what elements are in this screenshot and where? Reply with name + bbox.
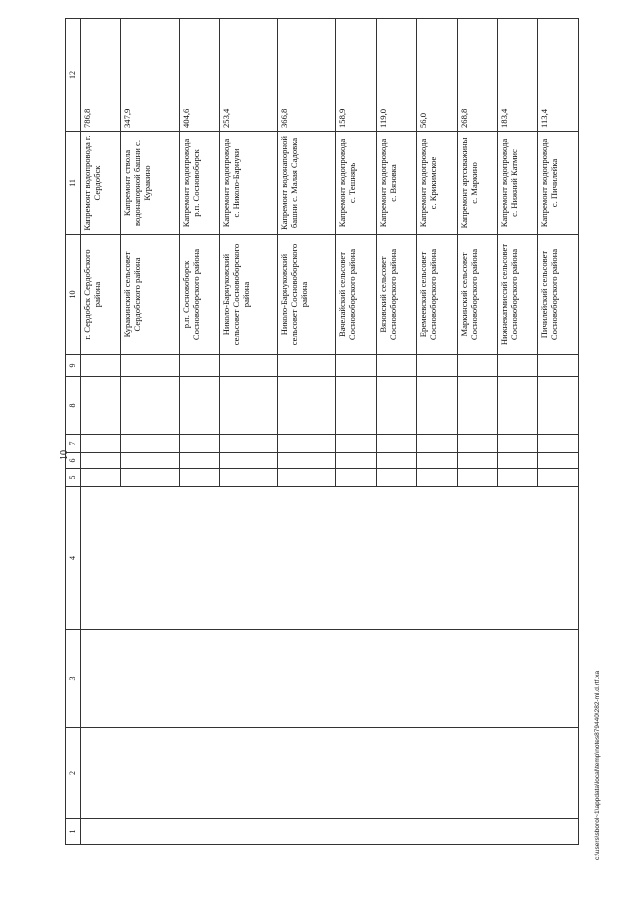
municipality-cell: Маркинский сельсовет Сосновоборского района [457,235,497,355]
empty-cell [81,377,121,435]
empty-cell [538,469,579,487]
column-number: 2 [66,728,81,819]
empty-cell [498,469,538,487]
municipality-cell: Николо-Барнуковский сельсовет Сосновоборского района [278,235,336,355]
empty-cell [498,355,538,377]
empty-cell [336,435,376,453]
work-description-cell: Капремонт водопровода с. Вязовка [376,132,416,235]
column-number: 6 [66,453,81,469]
empty-cell [538,435,579,453]
column-number: 12 [66,19,81,132]
empty-cell [336,355,376,377]
column-number: 1 [66,819,81,845]
amount-cell: 56,0 [417,19,457,132]
empty-cell [376,377,416,435]
empty-cell [336,377,376,435]
empty-cell [376,469,416,487]
amount-cell: 183,4 [498,19,538,132]
empty-cell [417,377,457,435]
municipality-cell: Пичилейский сельсовет Сосновоборского района [538,235,579,355]
column-number: 11 [66,132,81,235]
empty-cell [457,435,497,453]
empty-cell [278,377,336,435]
empty-cell [121,469,179,487]
column-number: 3 [66,630,81,728]
empty-cell [417,355,457,377]
empty-cell [538,355,579,377]
empty-cell [81,435,121,453]
work-description-cell: Капремонт водонапорной башни с. Малая Садовка [278,132,336,235]
amount-cell: 347,9 [121,19,179,132]
municipality-cell: Николо-Барнуковский сельсовет Сосновоборского района [220,235,278,355]
empty-cell [376,355,416,377]
empty-cell [121,355,179,377]
empty-cell [220,435,278,453]
municipality-cell: р.п. Сосновоборск Сосновоборского района [179,235,219,355]
empty-cell [81,819,579,845]
work-description-cell: Капремонт водопровода р.п. Сосновоборск [179,132,219,235]
empty-cell [336,469,376,487]
amount-cell: 366,8 [278,19,336,132]
footer-file-path: c:\users\sborol~1\appdata\local\temp\notes879440\282-ml.d.rtf.xa [594,670,601,860]
empty-cell [376,453,416,469]
empty-cell [179,355,219,377]
work-description-cell: Капремонт ствола водонапорной башни с. Куракино [121,132,179,235]
amount-cell: 268,8 [457,19,497,132]
amount-cell: 119,0 [376,19,416,132]
work-description-cell: Капремонт водопровода с. Нижний Катмис [498,132,538,235]
municipality-cell: Нижнекатмиссий сельсовет Сосновоборского района [498,235,538,355]
column-number: 5 [66,469,81,487]
empty-cell [121,453,179,469]
municipality-cell: г. Сердобск Сердобского района [81,235,121,355]
empty-cell [278,355,336,377]
work-description-cell: Капремонт водопровода с. Пичилейка [538,132,579,235]
municipality-cell: Вязовский сельсовет Сосновоборского района [376,235,416,355]
empty-cell [336,453,376,469]
column-number: 7 [66,435,81,453]
table-row [81,19,121,845]
empty-cell [220,355,278,377]
empty-cell [121,377,179,435]
empty-cell [220,469,278,487]
empty-cell [376,435,416,453]
empty-cell [81,728,579,819]
empty-cell [220,453,278,469]
empty-cell [220,377,278,435]
empty-cell [81,469,121,487]
empty-cell [81,487,579,630]
empty-cell [417,453,457,469]
repair-table-container [65,19,579,845]
page-number: 10 [59,450,70,460]
empty-cell [278,453,336,469]
column-number: 9 [66,355,81,377]
empty-cell [498,435,538,453]
amount-cell: 404,6 [179,19,219,132]
empty-cell [278,469,336,487]
empty-cell [457,469,497,487]
work-description-cell: Капремонт артскважины с. Маркино [457,132,497,235]
empty-cell [179,469,219,487]
empty-cell [538,377,579,435]
work-description-cell: Капремонт водопровода с. Крикимское [417,132,457,235]
column-number: 10 [66,235,81,355]
amount-cell: 113,4 [538,19,579,132]
column-number: 4 [66,487,81,630]
empty-cell [81,453,121,469]
empty-cell [457,377,497,435]
empty-cell [278,435,336,453]
municipality-cell: Куракинский сельсовет Сердобского района [121,235,179,355]
empty-cell [498,453,538,469]
empty-cell [498,377,538,435]
empty-cell [417,469,457,487]
work-description-cell: Капремонт водопровода с. Николо-Барнуки [220,132,278,235]
municipality-cell: Еремеевский сельсовет Сосновоборского района [417,235,457,355]
column-number: 8 [66,377,81,435]
work-description-cell: Капремонт водопровода с. Тешнярь [336,132,376,235]
amount-cell: 253,4 [220,19,278,132]
amount-cell: 158,9 [336,19,376,132]
capital-repair-table [65,18,579,845]
empty-cell [121,435,179,453]
work-description-cell: Капремонт водопровода г. Сердобск [81,132,121,235]
column-number-row [66,19,81,845]
empty-cell [457,453,497,469]
empty-cell [417,435,457,453]
empty-cell [457,355,497,377]
empty-cell [179,377,219,435]
empty-cell [179,435,219,453]
amount-cell: 786,8 [81,19,121,132]
empty-cell [538,453,579,469]
empty-cell [81,630,579,728]
empty-cell [179,453,219,469]
empty-cell [81,355,121,377]
municipality-cell: Вачелайский сельсовет Сосновоборского района [336,235,376,355]
